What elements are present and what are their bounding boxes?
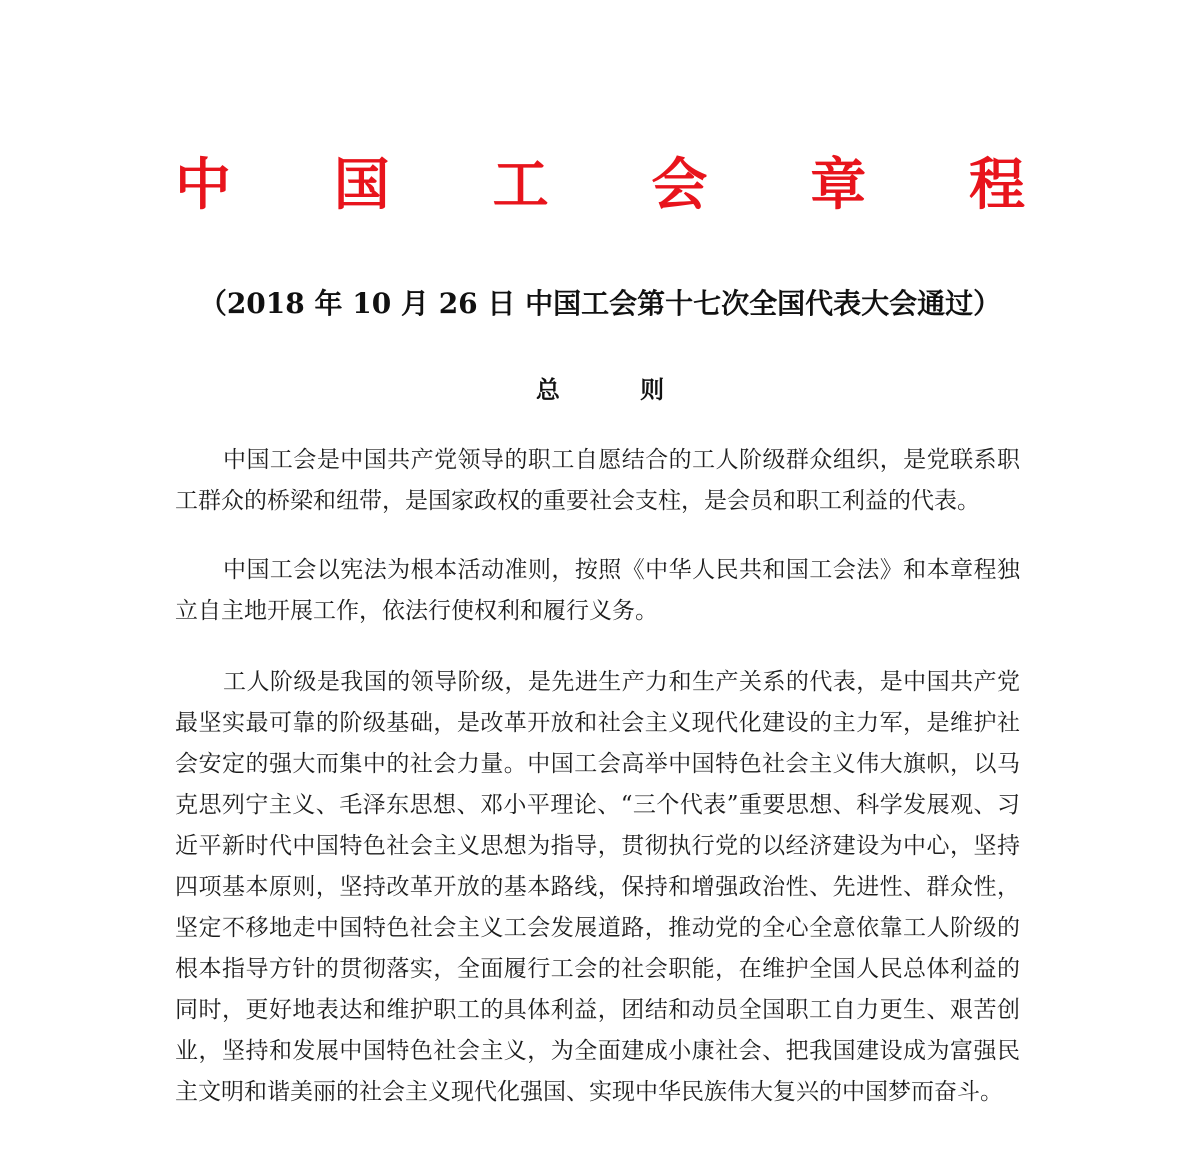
document-subtitle: （2018 年 10 月 26 日 中国工会第十七次全国代表大会通过） (198, 287, 1002, 320)
title-char: 程 (968, 153, 1025, 218)
document-title (175, 150, 1025, 222)
section-heading: 总 则 (535, 375, 701, 404)
title-char: 中 (175, 153, 231, 218)
title-char: 工 (492, 153, 549, 218)
title-char: 会 (651, 153, 708, 218)
paragraph: 中国工会以宪法为根本活动准则，按照《中华人民共和国工会法》和本章程独立自主地开展工作，依法行使权利和履行义务。 (175, 557, 1020, 624)
paragraph: 工人阶级是我国的领导阶级，是先进生产力和生产关系的代表，是中国共产党最坚实最可靠的阶级基础，是改革开放和社会主义现代化建设的主力军，是维护社会安定的强大而集中的社会力量。中国工会高举中国特色社会主义伟大旗帜，以马克思列宁主义、毛泽东思想、邓小平理论、“三个代表”重要思想、科学发展观、习近平新时代中国特色社会主义思想为指导，贯彻执行党的以经济建设为中心，坚持四项基本原则，坚持改革开放的基本路线，保持和增强政治性、先进性、群众性，坚定不移地走中国特色社会主义工会发展道路，推动党的全心全意依靠工人阶级的根本指导方针的贯彻落实，全面履行工会的社会职能，在维护全国人民总体利益的同时，更好地表达和维护职工的具体利益，团结和动员全国职工自力更生、艰苦创业，坚持和发展中国特色社会主义，为全面建成小康社会、把我国建设成为富强民主文明和谐美丽的社会主义现代化强国、实现中华民族伟大复兴的中国梦而奋斗。 (175, 669, 1020, 1105)
paragraph: 中国工会是中国共产党领导的职工自愿结合的工人阶级群众组织，是党联系职工群众的桥梁和纽带，是国家政权的重要社会支柱，是会员和职工利益的代表。 (175, 447, 1020, 514)
title-char: 章 (810, 153, 867, 218)
title-char: 国 (333, 153, 390, 218)
